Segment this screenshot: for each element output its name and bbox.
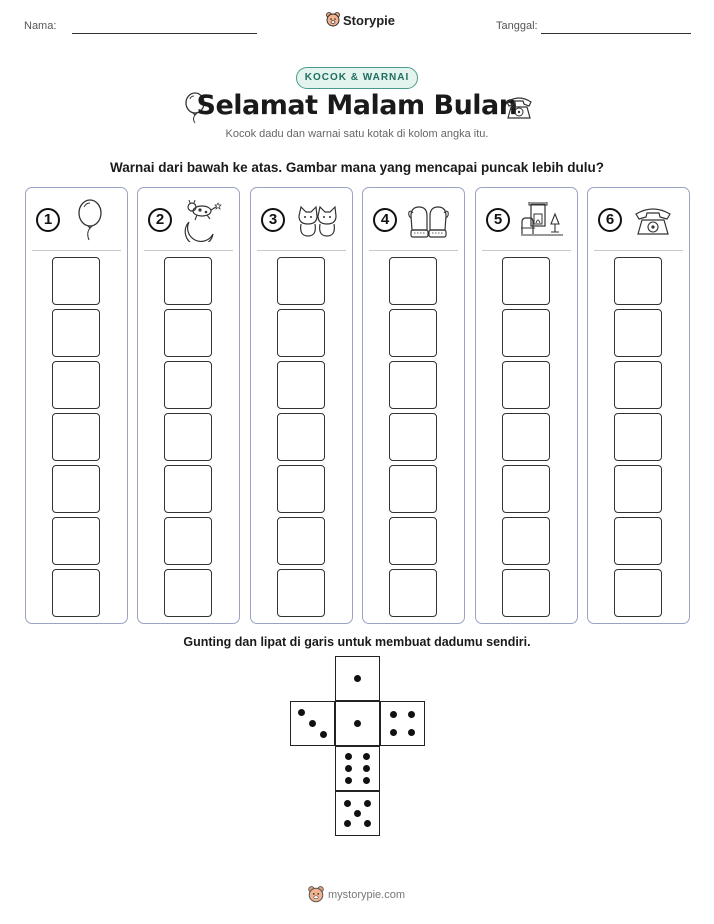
column-divider	[144, 250, 233, 251]
die-pip	[390, 711, 397, 718]
column-divider	[482, 250, 571, 251]
color-box[interactable]	[277, 569, 325, 617]
color-box[interactable]	[52, 413, 100, 461]
column-5	[475, 187, 578, 624]
die-face-6	[335, 746, 380, 791]
color-box[interactable]	[52, 465, 100, 513]
telephone-icon	[504, 94, 534, 120]
die-pip	[298, 709, 305, 716]
column-number: 2	[148, 208, 172, 232]
column-header	[363, 198, 464, 242]
column-header	[26, 198, 127, 242]
color-box[interactable]	[164, 309, 212, 357]
color-box[interactable]	[614, 413, 662, 461]
die-pip	[364, 820, 371, 827]
color-box[interactable]	[389, 257, 437, 305]
name-line[interactable]	[72, 33, 257, 34]
die-pip	[364, 800, 371, 807]
kittens-icon	[296, 204, 340, 238]
die-pip	[309, 720, 316, 727]
color-box[interactable]	[277, 257, 325, 305]
brand-logo	[326, 12, 395, 28]
column-3	[250, 187, 353, 624]
color-box[interactable]	[52, 517, 100, 565]
page-subtitle: Kocok dadu dan warnai satu kotak di kolom angka itu.	[225, 128, 489, 140]
die-pip	[320, 731, 327, 738]
column-number: 6	[598, 208, 622, 232]
color-box[interactable]	[164, 517, 212, 565]
page-title: Selamat Malam Bulan	[196, 90, 518, 121]
color-box[interactable]	[277, 361, 325, 409]
color-box[interactable]	[389, 517, 437, 565]
die-pip	[345, 765, 352, 772]
die-face-4	[380, 701, 425, 746]
column-header	[588, 198, 689, 242]
color-box[interactable]	[389, 309, 437, 357]
color-box[interactable]	[277, 517, 325, 565]
color-box[interactable]	[389, 361, 437, 409]
color-box[interactable]	[614, 569, 662, 617]
color-box[interactable]	[164, 361, 212, 409]
date-line[interactable]	[541, 33, 691, 34]
footer-url[interactable]: mystorypie.com	[328, 889, 406, 901]
die-pip	[363, 777, 370, 784]
color-box[interactable]	[502, 413, 550, 461]
brand-name: Storypie	[343, 12, 396, 28]
telephone-icon	[633, 204, 673, 236]
color-box[interactable]	[614, 361, 662, 409]
die-pip	[345, 777, 352, 784]
column-divider	[594, 250, 683, 251]
die-pip	[408, 729, 415, 736]
die-pip	[363, 765, 370, 772]
die-face-5	[335, 791, 380, 836]
color-box[interactable]	[164, 465, 212, 513]
footer	[308, 886, 405, 904]
die-pip	[344, 820, 351, 827]
color-box[interactable]	[52, 569, 100, 617]
color-box[interactable]	[502, 257, 550, 305]
color-box[interactable]	[502, 465, 550, 513]
color-box[interactable]	[502, 517, 550, 565]
balloon-icon	[74, 198, 106, 242]
column-6	[587, 187, 690, 624]
die-face-3	[290, 701, 335, 746]
color-box[interactable]	[614, 465, 662, 513]
column-number: 4	[373, 208, 397, 232]
die-pip	[354, 810, 361, 817]
column-header	[476, 198, 577, 242]
die-pip	[363, 753, 370, 760]
color-box[interactable]	[52, 361, 100, 409]
column-1	[25, 187, 128, 624]
name-label: Nama:	[24, 20, 57, 32]
color-box[interactable]	[614, 309, 662, 357]
color-box[interactable]	[502, 569, 550, 617]
color-box[interactable]	[614, 257, 662, 305]
instruction-text: Warnai dari bawah ke atas. Gambar mana yang mencapai puncak lebih dulu?	[110, 160, 604, 175]
column-divider	[32, 250, 121, 251]
color-box[interactable]	[52, 309, 100, 357]
fireplace-room-icon	[521, 202, 563, 236]
column-divider	[369, 250, 458, 251]
color-box[interactable]	[277, 465, 325, 513]
color-box[interactable]	[164, 569, 212, 617]
column-number: 3	[261, 208, 285, 232]
color-box[interactable]	[164, 257, 212, 305]
storypie-bear-icon	[308, 886, 324, 904]
color-box[interactable]	[389, 413, 437, 461]
color-box[interactable]	[277, 413, 325, 461]
mittens-icon	[408, 202, 450, 240]
die-pip	[390, 729, 397, 736]
activity-badge: KOCOK & WARNAI	[296, 67, 418, 89]
color-box[interactable]	[502, 309, 550, 357]
color-box[interactable]	[502, 361, 550, 409]
color-box[interactable]	[52, 257, 100, 305]
column-4	[362, 187, 465, 624]
color-box[interactable]	[277, 309, 325, 357]
column-number: 1	[36, 208, 60, 232]
cow-jumping-moon-icon	[183, 198, 225, 242]
cut-instruction: Gunting dan lipat di garis untuk membuat dadumu sendiri.	[183, 635, 531, 649]
die-face-1	[335, 656, 380, 701]
storypie-bear-icon	[326, 12, 340, 28]
column-2	[137, 187, 240, 624]
column-header	[138, 198, 239, 242]
column-divider	[257, 250, 346, 251]
date-label: Tanggal:	[496, 20, 538, 32]
color-box[interactable]	[389, 465, 437, 513]
die-pip	[354, 675, 361, 682]
die-pip	[354, 720, 361, 727]
column-number: 5	[486, 208, 510, 232]
die-pip	[344, 800, 351, 807]
die-face-1	[335, 701, 380, 746]
column-header	[251, 198, 352, 242]
color-box[interactable]	[614, 517, 662, 565]
die-pip	[408, 711, 415, 718]
die-pip	[345, 753, 352, 760]
color-box[interactable]	[164, 413, 212, 461]
color-box[interactable]	[389, 569, 437, 617]
